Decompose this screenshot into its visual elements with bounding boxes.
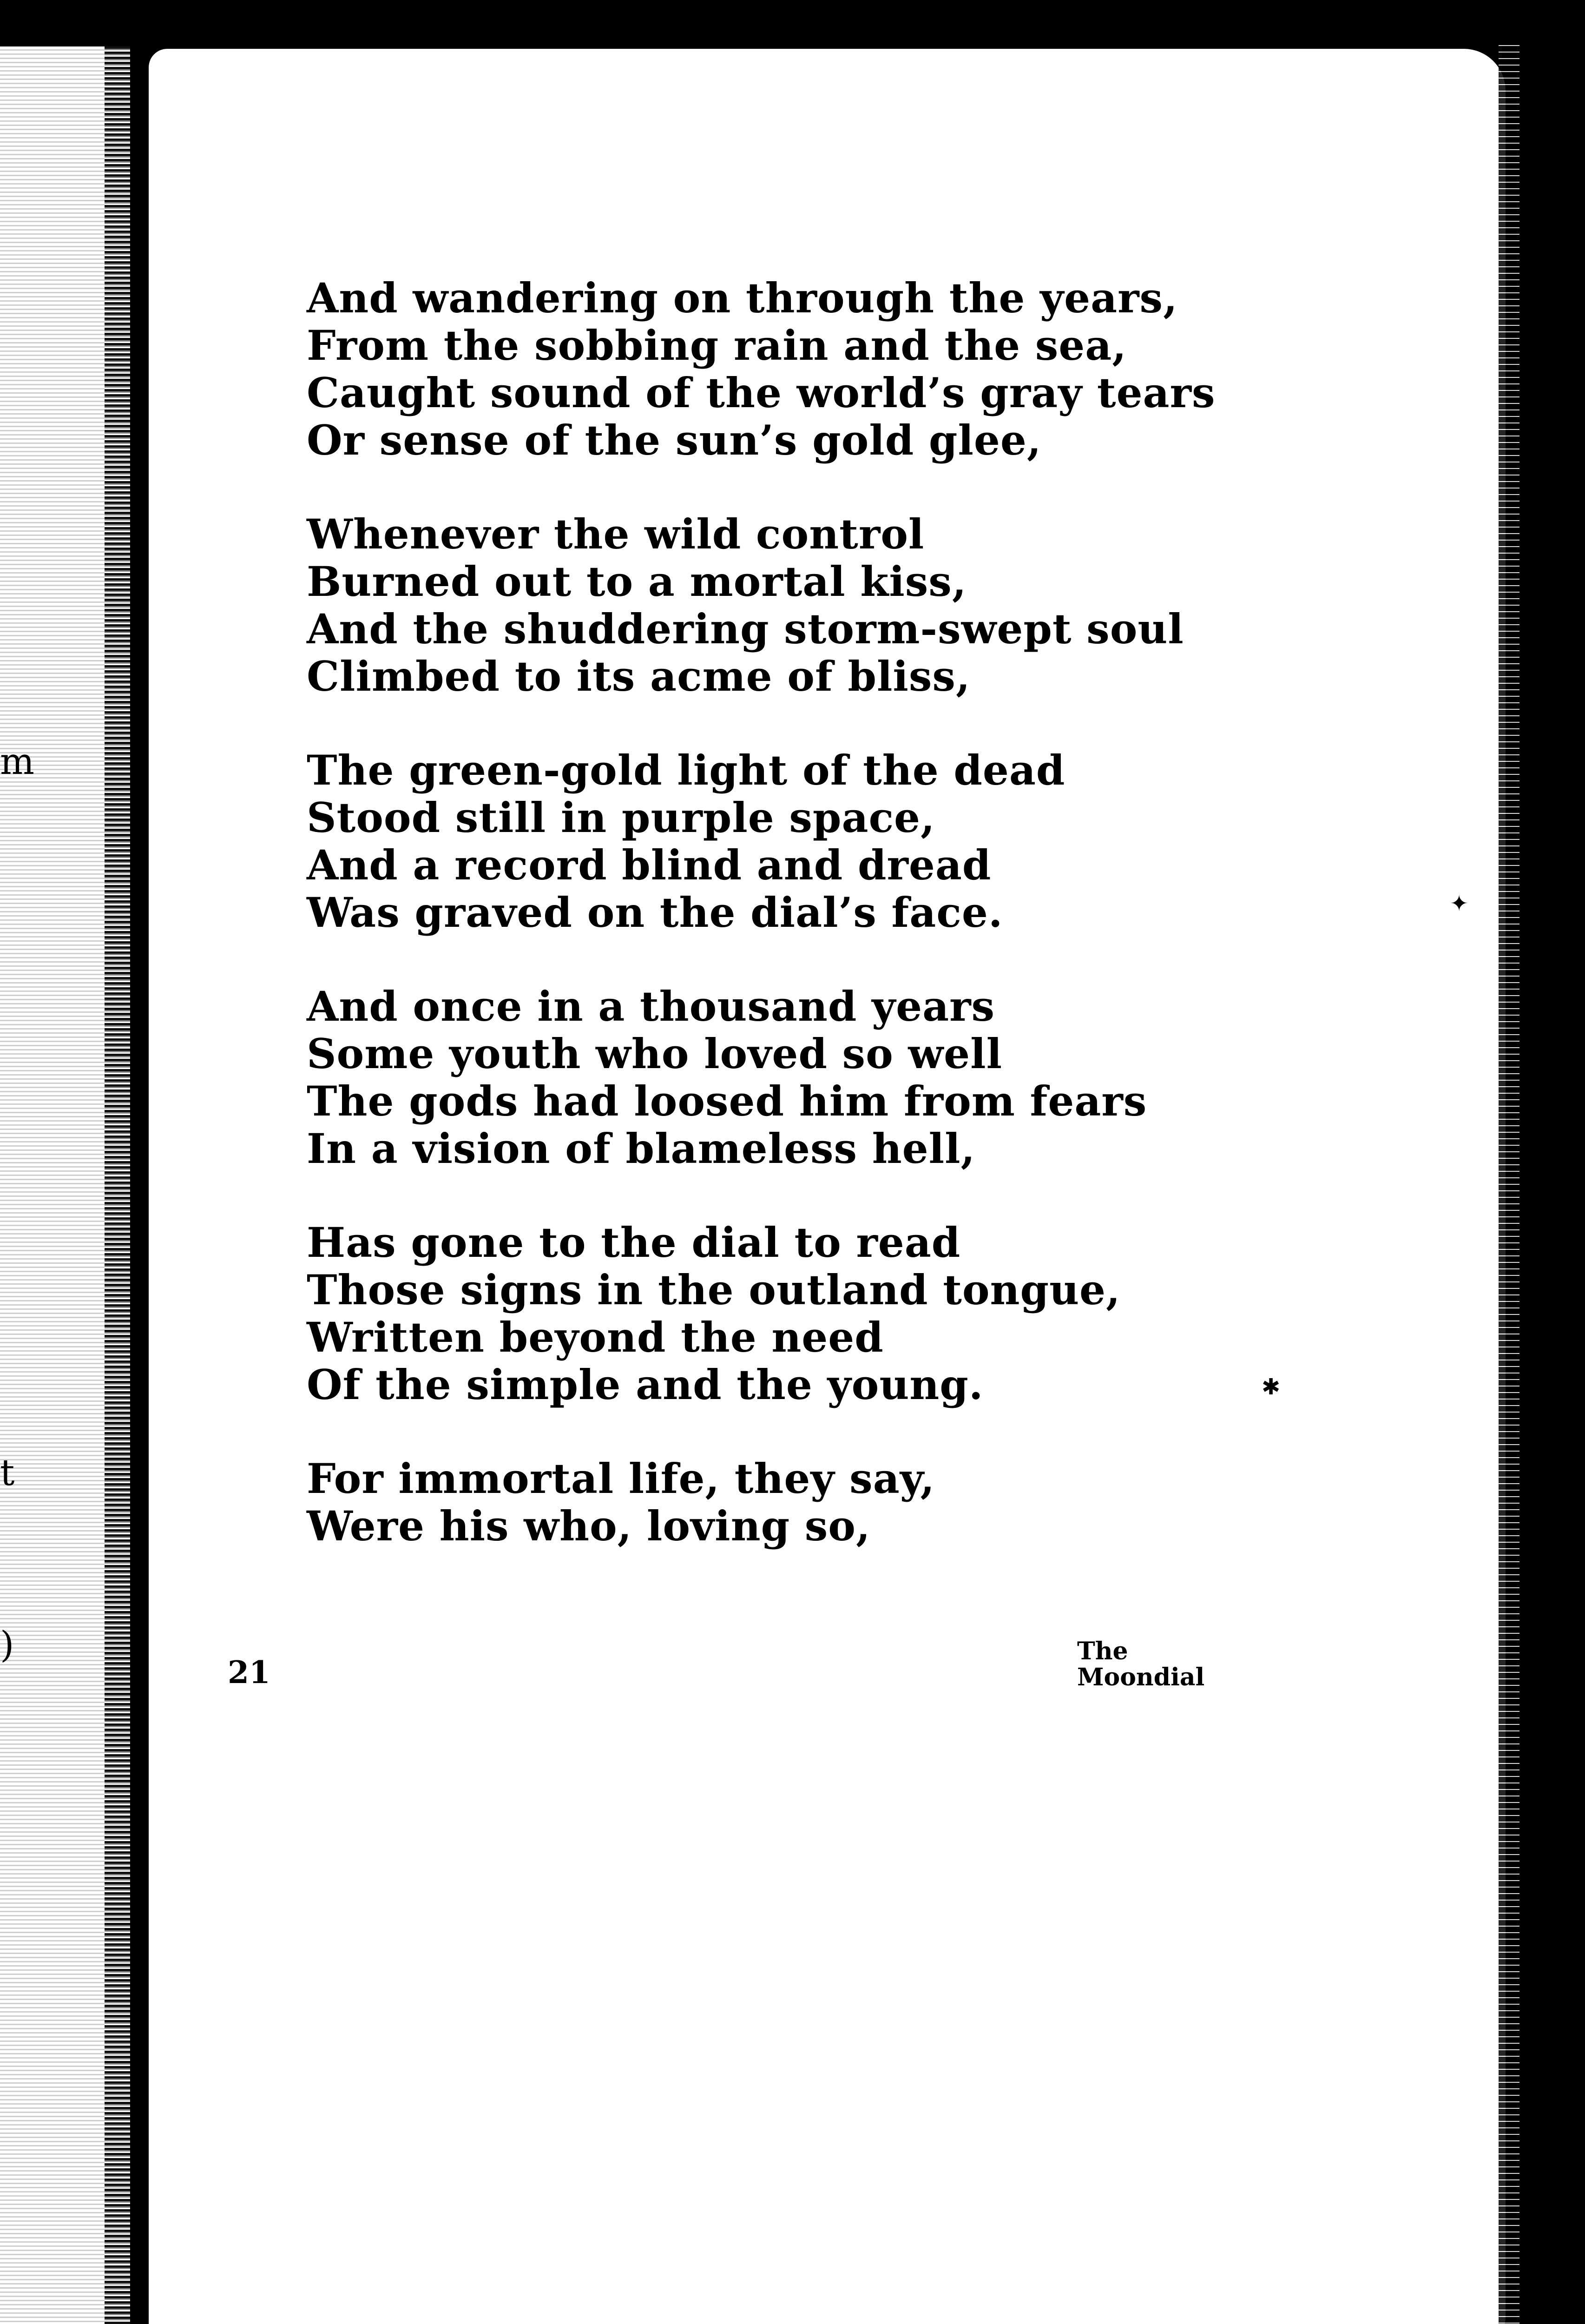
- running-title: [1077, 1638, 1204, 1690]
- page-number: 21: [228, 1654, 270, 1690]
- running-title-line: The: [1077, 1637, 1128, 1665]
- ink-speck-icon: ✦: [1450, 891, 1469, 917]
- poem-line: Was graved on the dial’s face.: [307, 888, 1003, 937]
- page-right-edge: [1499, 42, 1519, 2324]
- running-title-line: Moondial: [1077, 1663, 1205, 1691]
- poem-line: Caught sound of the world’s gray tears: [307, 369, 1216, 417]
- poem-line: The green-gold light of the dead: [307, 746, 1065, 794]
- poem-line: Stood still in purple space,: [307, 793, 935, 842]
- poem-line: Or sense of the sun’s gold glee,: [307, 416, 1042, 464]
- poem-line: And a record blind and dread: [307, 841, 992, 889]
- stanza: [307, 746, 1375, 936]
- previous-page-letter: t: [0, 1452, 15, 1494]
- poem-line: In a vision of blameless hell,: [307, 1124, 976, 1173]
- poem-line: Climbed to its acme of bliss,: [307, 652, 971, 700]
- poem-line: Burned out to a mortal kiss,: [307, 557, 967, 606]
- poem-line: And once in a thousand years: [307, 982, 995, 1030]
- poem-line: And the shuddering storm-swept soul: [307, 605, 1184, 653]
- poem-line: And wandering on through the years,: [307, 274, 1178, 322]
- stanza: [307, 1219, 1375, 1408]
- stanza: [307, 274, 1375, 464]
- poem-line: Of the simple and the young.: [307, 1360, 984, 1409]
- poem-body: [307, 274, 1375, 1596]
- previous-page-letter: m: [0, 741, 34, 783]
- poem-line: Has gone to the dial to read: [307, 1218, 961, 1267]
- poem-line: Were his who, loving so,: [307, 1502, 871, 1550]
- poem-line: From the sobbing rain and the sea,: [307, 321, 1127, 370]
- stanza: [307, 983, 1375, 1172]
- previous-page-text: [0, 0, 112, 2324]
- poem-line: Whenever the wild control: [307, 510, 925, 558]
- stanza: [307, 510, 1375, 700]
- poem-line: Written beyond the need: [307, 1313, 884, 1361]
- poem-line: Some youth who loved so well: [307, 1030, 1003, 1078]
- stanza: [307, 1455, 1375, 1550]
- poem-line: Those signs in the outland tongue,: [307, 1266, 1121, 1314]
- previous-page-letter: ): [0, 1624, 14, 1666]
- ink-speck-icon: ✱: [1262, 1374, 1281, 1400]
- poem-line: For immortal life, they say,: [307, 1454, 935, 1503]
- poem-line: The gods had loosed him from fears: [307, 1077, 1147, 1125]
